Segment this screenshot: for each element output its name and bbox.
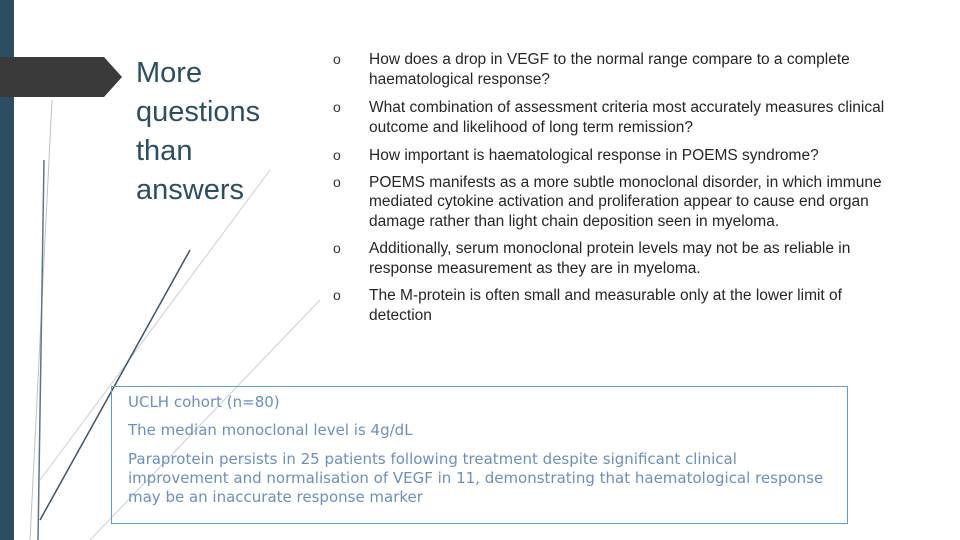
bullet-marker: o [333, 51, 341, 67]
bullet-item [330, 173, 905, 232]
bullet-item [330, 146, 905, 166]
bullet-text: Additionally, serum monoclonal protein levels may not be as reliable in response measurement as they are in myeloma. [369, 240, 851, 277]
bullet-marker: o [333, 147, 341, 163]
bullet-text: The M-protein is often small and measurable only at the lower limit of detection [369, 287, 842, 324]
cohort-heading: UCLH cohort (n=80) [128, 393, 280, 411]
bullet-marker: o [333, 173, 341, 190]
bullet-marker: o [333, 99, 341, 115]
question-list [330, 50, 905, 325]
bullet-text: POEMS manifests as a more subtle monoclonal disorder, in which immune mediated cytokine activation and proliferation appear to cause end organ damage rather than light chain deposition seen in myeloma. [369, 173, 882, 230]
bullet-text: What combination of assessment criteria most accurately measures clinical outcome and likelihood of long term remission? [369, 99, 885, 136]
bullet-marker: o [333, 287, 341, 303]
bullet-item [330, 286, 905, 325]
bullet-text: How important is haematological response in POEMS syndrome? [369, 147, 819, 164]
bullet-marker: o [333, 240, 341, 256]
cohort-median: The median monoclonal level is 4g/dL [128, 421, 413, 439]
cohort-finding: Paraprotein persists in 25 patients following treatment despite significant clinical improvement and normalisation of VEGF in 11, demonstrating that haematological response may be an inaccurate response marker [128, 450, 824, 506]
bullet-item [330, 50, 905, 89]
slide-title: More questions than answers [136, 57, 261, 206]
bullet-item [330, 239, 905, 278]
cohort-summary-box [111, 386, 848, 524]
bullet-text: How does a drop in VEGF to the normal range compare to a complete haematological response? [369, 51, 850, 88]
bullet-item [330, 98, 905, 137]
